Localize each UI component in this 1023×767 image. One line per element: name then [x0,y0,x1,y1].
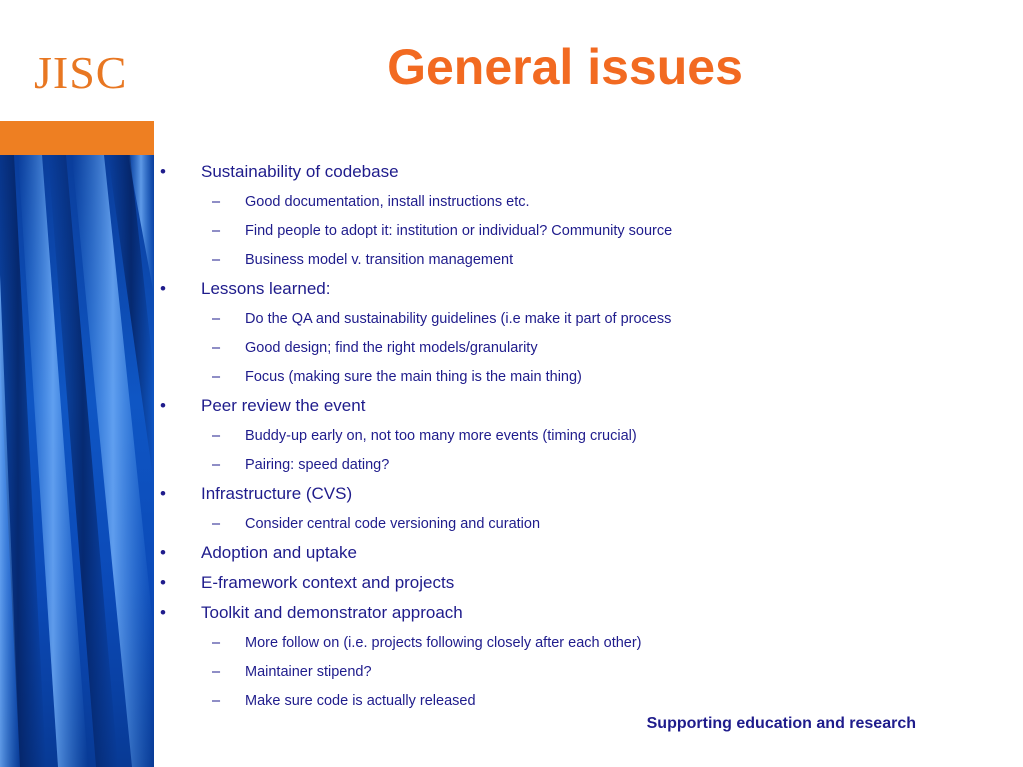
bullet-text: Focus (making sure the main thing is the main thing) [245,369,582,385]
dash-marker: – [212,369,221,385]
bullet-text: Buddy-up early on, not too many more events (timing crucial) [245,428,637,444]
bullet-item [160,158,760,188]
bullet-text: Good documentation, install instructions etc. [245,194,530,210]
bullet-text: Infrastructure (CVS) [201,484,353,503]
blue-decorative-panel [0,155,154,767]
bullet-text: Sustainability of codebase [201,162,399,181]
sub-bullet-item [160,305,760,334]
bullet-text: Maintainer stipend? [245,664,372,680]
bullet-item [160,599,760,629]
dash-marker: – [212,457,221,473]
bullet-text: Adoption and uptake [201,543,357,562]
blue-streaks-image [0,155,154,767]
bullet-item [160,275,760,305]
dash-marker: – [212,194,221,210]
bullet-text: More follow on (i.e. projects following closely after each other) [245,635,642,651]
bullet-text: Good design; find the right models/granularity [245,340,538,356]
bullet-text: Lessons learned: [201,279,331,298]
bullet-text: Do the QA and sustainability guidelines (i.e make it part of process [245,311,672,327]
bullet-text: Toolkit and demonstrator approach [201,603,463,622]
dash-marker: – [212,428,221,444]
dash-marker: – [212,664,221,680]
bullet-text: Consider central code versioning and curation [245,516,541,532]
bullet-text: Business model v. transition management [245,252,514,268]
sub-bullet-item [160,246,760,275]
dash-marker: – [212,693,221,709]
sub-bullet-item [160,217,760,246]
dash-marker: – [212,223,221,239]
bullet-text: E-framework context and projects [201,573,455,592]
bullet-text: Make sure code is actually released [245,693,476,709]
bullet-text: Pairing: speed dating? [245,457,390,473]
bullet-item [160,569,760,599]
orange-accent-bar [0,121,154,155]
dash-marker: – [212,252,221,268]
sub-bullet-item [160,510,760,539]
bullet-list [160,158,760,716]
bullet-item [160,480,760,510]
sub-bullet-item [160,188,760,217]
sub-bullet-item [160,451,760,480]
bullet-text: Find people to adopt it: institution or individual? Community source [245,223,673,239]
dash-marker: – [212,311,221,327]
dash-marker: – [212,340,221,356]
sub-bullet-item [160,334,760,363]
bullet-marker: • [160,279,166,298]
bullet-item [160,539,760,569]
bullet-marker: • [160,396,166,415]
dash-marker: – [212,516,221,532]
bullet-marker: • [160,484,166,503]
bullet-marker: • [160,573,166,592]
bullet-item [160,392,760,422]
sub-bullet-item [160,629,760,658]
slide-title: General issues [387,39,743,95]
bullet-text: Peer review the event [201,396,366,415]
bullet-marker: • [160,543,166,562]
sub-bullet-item [160,658,760,687]
sub-bullet-item [160,687,760,716]
sub-bullet-item [160,363,760,392]
bullet-marker: • [160,603,166,622]
bullet-marker: • [160,162,166,181]
sub-bullet-item [160,422,760,451]
jisc-logo: JISC [34,47,128,98]
dash-marker: – [212,635,221,651]
footer-tagline: Supporting education and research [646,715,916,732]
